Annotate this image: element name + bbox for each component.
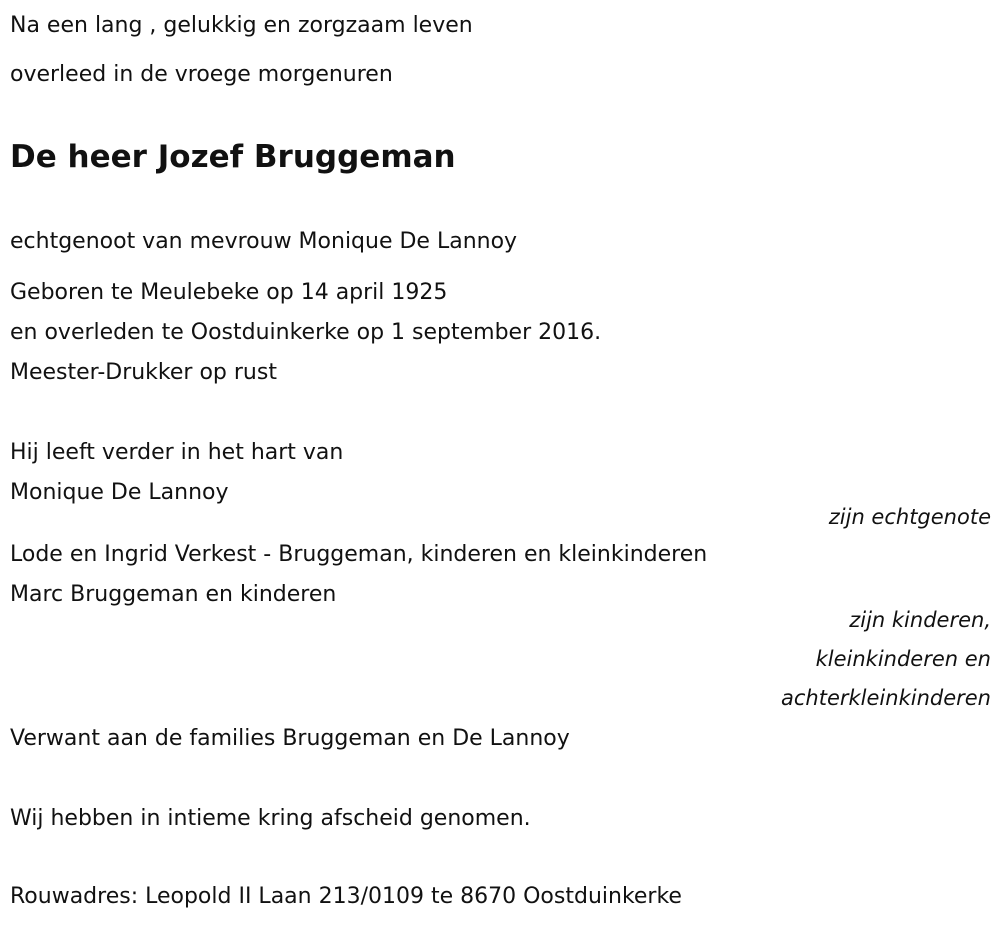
birth-line: Geboren te Meulebeke op 14 april 1925 [10, 280, 448, 305]
survivors-intro: Hij leeft verder in het hart van [10, 440, 344, 465]
relatives-line: Verwant aan de families Bruggeman en De Lannoy [10, 726, 570, 751]
intro-line: overleed in de vroege morgenuren [10, 62, 393, 87]
farewell-line: Wij hebben in intieme kring afscheid genomen. [10, 806, 531, 831]
address-line: Rouwadres: Leopold II Laan 213/0109 te 8670 Oostduinkerke [10, 884, 682, 909]
children-role: kleinkinderen en [815, 647, 991, 671]
death-line: en overleden te Oostduinkerke op 1 september 2016. [10, 320, 602, 345]
child-line: Lode en Ingrid Verkest - Bruggeman, kinderen en kleinkinderen [10, 542, 708, 567]
children-role: achterkleinkinderen [781, 686, 991, 710]
children-role: zijn kinderen, [849, 608, 991, 632]
spouse-name: Monique De Lannoy [10, 480, 229, 505]
spouse-role: zijn echtgenote [828, 505, 991, 529]
child-line: Marc Bruggeman en kinderen [10, 582, 337, 607]
spouse-line: echtgenoot van mevrouw Monique De Lannoy [10, 229, 518, 254]
intro-line: Na een lang , gelukkig en zorgzaam leven [10, 13, 473, 38]
deceased-name: De heer Jozef Bruggeman [10, 139, 456, 175]
profession-line: Meester-Drukker op rust [10, 360, 277, 385]
